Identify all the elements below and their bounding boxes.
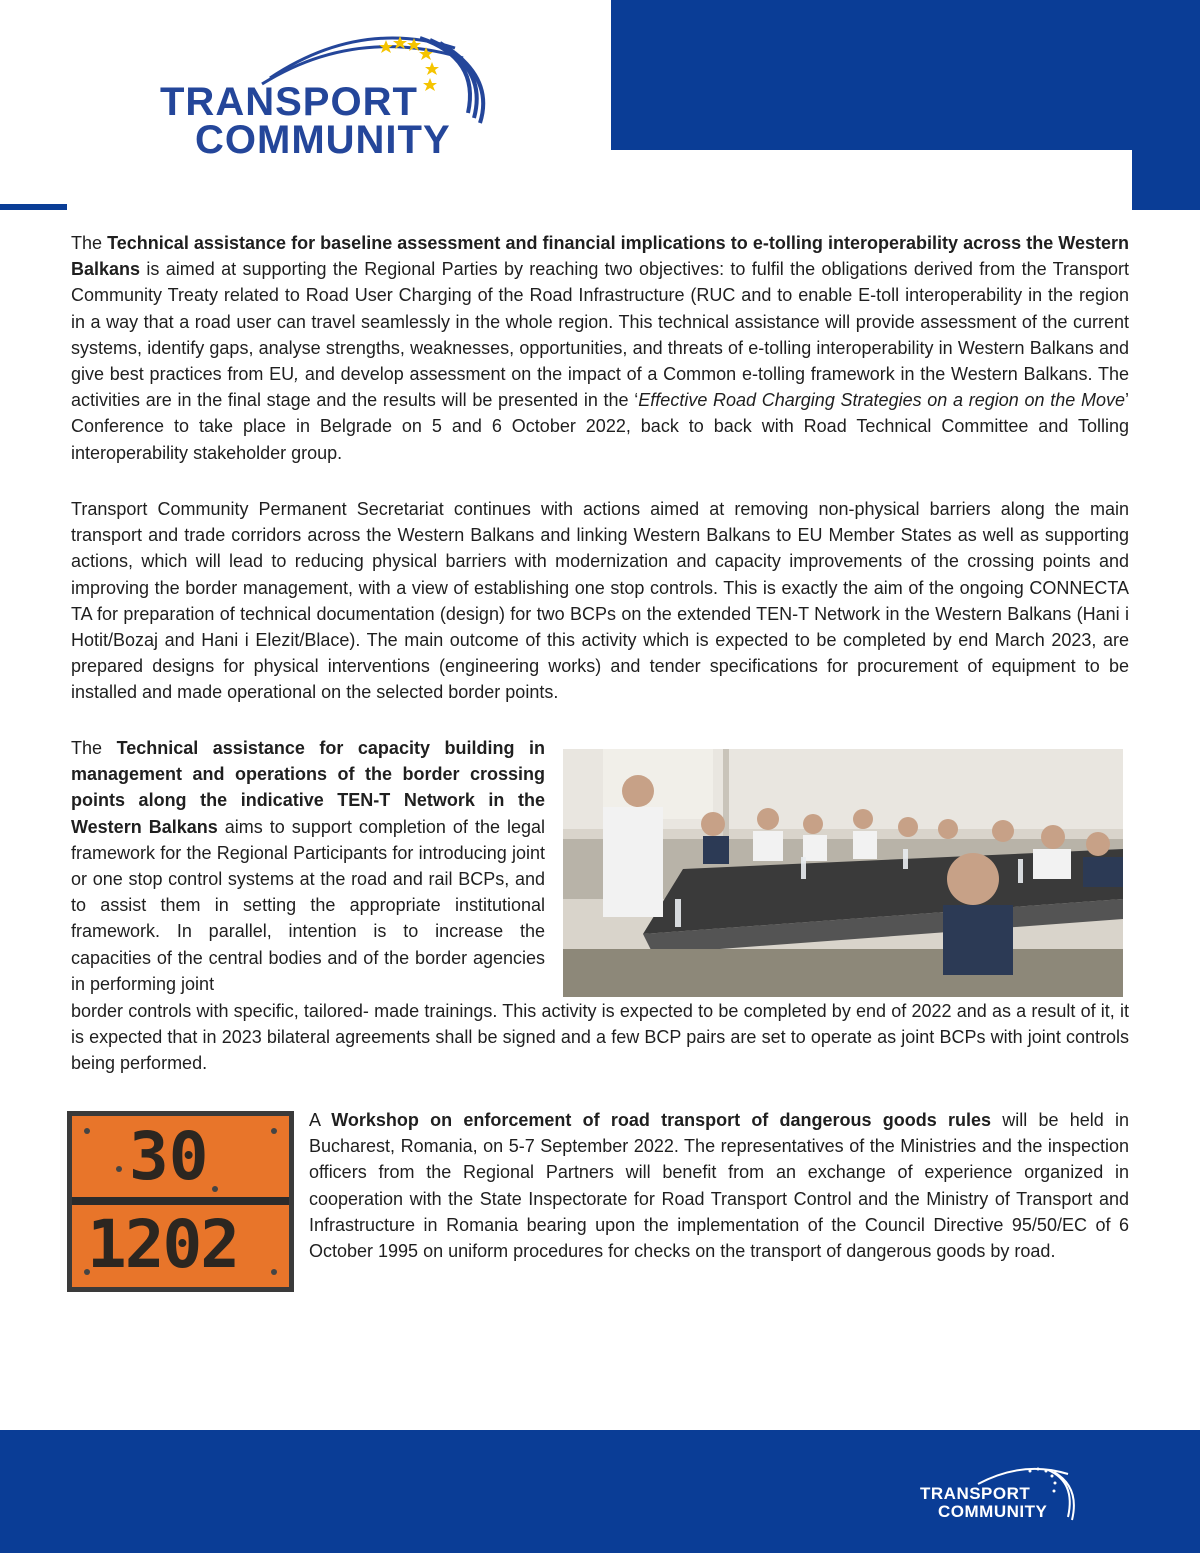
paragraph-bcp-capacity-cont: border controls with specific, tailored- made trainings. This activity is expected to be completed by end of 2022 and as a result of it, it is expected that in 2023 bilateral agreements shall be signed and a few BCP pairs are set to operate as joint BCPs with joint controls being performed. (71, 1001, 1129, 1074)
text-run: The (71, 233, 108, 253)
text-run: is aimed at supporting the Regional Parties by reaching two objectives: to fulfil the obligations derived from the Transport Community Treaty related to Road User Charging of the Road Infrastructure (RUC and to enable E-toll interoperability in the region in a way that a road user can travel seamlessly in the whole region. This technical assistance will provide assessment of the current systems, identify gaps, analyse strengths, weaknesses, opportunities, and threats of e-tolling interoperability in Western Balkans and give best practices from EU (71, 259, 1129, 385)
conference-title: Effective Road Charging Strategies on a region on the Move (638, 390, 1125, 411)
paragraph-bcp-capacity-intro (71, 735, 545, 997)
bold-run: Technical assistance for baseline assessment and financial implications to e-tolling interoperability across the Western Balkans (71, 233, 1129, 280)
text-run: ’ Conference to take place in Belgrade on 5 and 6 October 2022, back to back with Road Technical Committee and Tolling interoperability stakeholder group. (71, 390, 1129, 463)
text-run: A (309, 1110, 332, 1130)
bold-run: Technical assistance for capacity building in management and operations of the border crossing points along the indicative TEN-T Network in the Western Balkans (71, 738, 545, 837)
header-divider-line (0, 204, 67, 210)
header-blue-panel (611, 0, 1200, 150)
paragraph-etolling (71, 230, 1129, 466)
dangerous-goods-plate (67, 1111, 294, 1292)
text-run: The (71, 738, 117, 758)
un-number: 1202 (87, 1206, 238, 1283)
logo-text-community: COMMUNITY (195, 118, 451, 162)
hazard-number: 30 (129, 1118, 209, 1195)
transport-community-logo (150, 18, 490, 162)
paragraph-connecta: Transport Community Permanent Secretariat continues with actions aimed at removing non-physical barriers along the main transport and trade corridors across the Western Balkans and linking Western Balkans to EU Member States as well as supporting actions, which will lead to reducing physical barriers with modernization and capacity improvements of the crossing points and improving the border management, with a view of establishing one stop controls. This is exactly the aim of the ongoing CONNECTA TA for preparation of technical documentation (design) for two BCPs on the extended TEN-T Network in the Western Balkans (Hani i Hotit/Bozaj and Hani i Elezit/Blace). The main outcome of this activity which is expected to be completed by end March 2023, are prepared designs for physical interventions (engineering works) and tender specifications for procurement of equipment to be installed and made operational on the selected border points. (71, 499, 1129, 703)
header-blue-tab (1132, 150, 1200, 210)
text-run: will be held in Bucharest, Romania, on 5-7 September 2022. The representatives of the Ministries and the inspection officers from the Regional Partners will benefit from an exchange of experience organized in cooperation with the State Inspectorate for Road Transport Control and the Ministry of Transport and Infrastructure in Romania bearing upon the implementation of the Council Directive 95/50/EC of 6 October 1995 on uniform procedures for checks on the transport of dangerous goods by road. (309, 1110, 1130, 1262)
footer-logo (918, 1462, 1078, 1532)
footer-logo-text-community: COMMUNITY (938, 1502, 1048, 1521)
italic-run: , (294, 364, 300, 385)
paragraph-dangerous-goods-workshop (309, 1107, 1129, 1264)
meeting-photo (563, 749, 1123, 997)
bold-run: Workshop on enforcement of road transport of dangerous goods rules (331, 1110, 992, 1130)
logo-text-transport: TRANSPORT (160, 80, 418, 124)
text-run: and develop assessment on the impact of a Common e-tolling framework in the Western Balkans. The activities are in the final stage and the results will be presented in the ‘ (71, 364, 1129, 411)
text-run: aims to support completion of the legal framework for the Regional Participants for introducing joint or one stop control systems at the road and rail BCPs, and to assist them in setting the appropriate institutional framework. In parallel, intention is to increase the capacities of the central bodies and of the border agencies in performing joint (71, 816, 546, 994)
footer-logo-text-transport: TRANSPORT (920, 1484, 1031, 1503)
